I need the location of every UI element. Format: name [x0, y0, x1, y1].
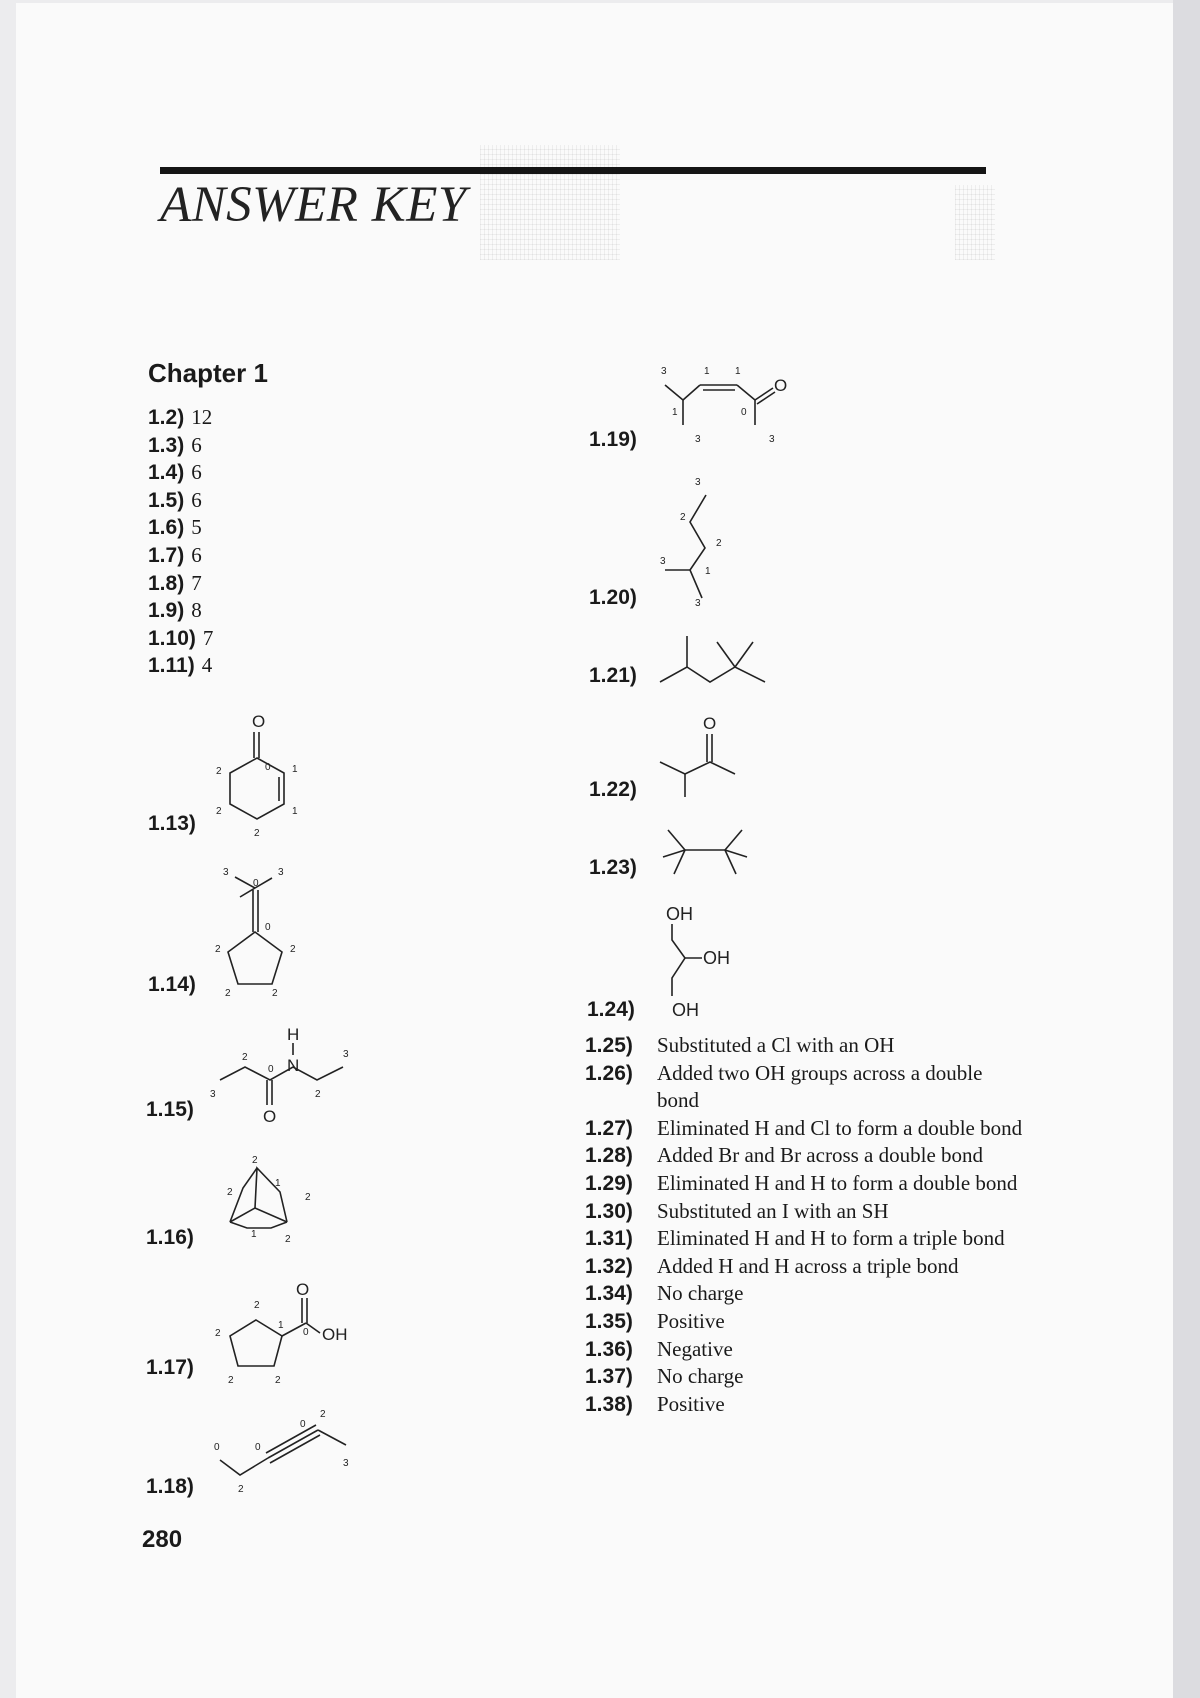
- svg-text:2: 2: [320, 1409, 326, 1420]
- answer-label: 1.9): [148, 599, 185, 623]
- svg-text:2: 2: [242, 1052, 248, 1063]
- answer-label: 1.25): [585, 1034, 633, 1057]
- answer-row: [585, 1363, 1025, 1391]
- svg-text:0: 0: [741, 407, 747, 418]
- svg-text:3: 3: [343, 1458, 349, 1469]
- structure-1-23: [660, 822, 760, 882]
- svg-text:2: 2: [254, 828, 260, 839]
- answer-value: 12: [191, 405, 213, 429]
- answer-row: [585, 1060, 1025, 1115]
- answer-label-1-23: 1.23): [589, 856, 637, 879]
- answer-row: [585, 1391, 1025, 1419]
- svg-text:1: 1: [251, 1229, 257, 1240]
- svg-text:2: 2: [290, 944, 296, 955]
- svg-text:3: 3: [695, 477, 701, 488]
- answer-label: 1.35): [585, 1309, 633, 1333]
- answer-text: Positive: [657, 1391, 725, 1416]
- answer-text: Added two OH groups across a double bond: [657, 1060, 983, 1113]
- svg-text:3: 3: [695, 434, 701, 445]
- answer-value: 6: [191, 542, 202, 567]
- answer-value: 4: [201, 653, 213, 678]
- answer-label-1-14: 1.14): [148, 973, 196, 996]
- answer-label-1-24: 1.24): [587, 998, 635, 1021]
- svg-text:2: 2: [272, 988, 278, 999]
- answer-label: 1.10): [148, 626, 196, 650]
- svg-text:0: 0: [265, 762, 271, 773]
- answer-row: [585, 1225, 1025, 1253]
- answer-label: 1.26): [585, 1061, 633, 1085]
- structure-1-21: [655, 630, 785, 690]
- answer-label-1-17: 1.17): [146, 1356, 194, 1379]
- svg-text:0: 0: [303, 1327, 309, 1338]
- svg-text:OH: OH: [322, 1325, 348, 1344]
- svg-text:O: O: [774, 376, 788, 395]
- answer-row: [585, 1115, 1025, 1143]
- answer-label: 1.36): [585, 1337, 633, 1361]
- svg-text:O: O: [252, 712, 266, 731]
- svg-text:2: 2: [215, 944, 221, 955]
- svg-text:3: 3: [210, 1089, 216, 1100]
- answer-row: [148, 432, 213, 460]
- svg-text:3: 3: [660, 556, 666, 567]
- answer-label-1-13: 1.13): [148, 812, 196, 835]
- svg-text:1: 1: [704, 366, 710, 377]
- answer-row: [148, 404, 213, 432]
- scan-noise: [480, 145, 620, 260]
- svg-text:2: 2: [252, 1155, 258, 1166]
- svg-text:2: 2: [228, 1375, 234, 1386]
- answer-row: [148, 570, 213, 598]
- svg-text:2: 2: [275, 1375, 281, 1386]
- answer-text: Eliminated H and H to form a double bond: [657, 1170, 1018, 1195]
- svg-text:3: 3: [695, 598, 701, 609]
- svg-text:1: 1: [278, 1320, 284, 1331]
- structure-1-24: [660, 900, 770, 1025]
- svg-text:O: O: [703, 714, 717, 733]
- answer-row: [585, 1336, 1025, 1364]
- svg-text:0: 0: [253, 878, 259, 889]
- answer-value: 8: [191, 598, 202, 623]
- svg-text:OH: OH: [666, 904, 693, 924]
- answer-label: 1.8): [148, 571, 185, 595]
- answer-label-1-18: 1.18): [146, 1475, 194, 1498]
- answer-label: 1.29): [585, 1171, 633, 1195]
- svg-text:2: 2: [305, 1192, 311, 1203]
- svg-text:3: 3: [278, 867, 284, 878]
- answer-row: [585, 1280, 1025, 1308]
- answer-value: 6: [191, 487, 202, 512]
- svg-text:1: 1: [292, 764, 298, 775]
- answer-row: [148, 514, 213, 542]
- svg-text:0: 0: [300, 1419, 306, 1430]
- svg-text:O: O: [263, 1107, 277, 1126]
- answer-label-1-15: 1.15): [146, 1098, 194, 1121]
- answer-row: [585, 1253, 1025, 1281]
- answer-label: 1.6): [148, 516, 185, 540]
- answer-label: 1.37): [585, 1365, 633, 1389]
- svg-text:2: 2: [227, 1187, 233, 1198]
- scan-noise: [955, 185, 995, 260]
- answer-text: Eliminated H and H to form a triple bond: [657, 1226, 1005, 1251]
- structure-1-16: [205, 1150, 325, 1255]
- svg-text:1: 1: [705, 566, 711, 577]
- page-number: 280: [142, 1526, 183, 1553]
- answer-text: Eliminated H and Cl to form a double bond: [657, 1115, 1023, 1140]
- svg-text:3: 3: [661, 366, 667, 377]
- svg-text:N: N: [287, 1056, 300, 1075]
- svg-text:1: 1: [275, 1178, 281, 1189]
- answer-row: [585, 1170, 1025, 1198]
- svg-text:0: 0: [265, 922, 271, 933]
- answer-value: 5: [191, 515, 202, 540]
- svg-text:2: 2: [216, 766, 222, 777]
- answer-row: [148, 487, 213, 515]
- answer-text: No charge: [657, 1364, 744, 1389]
- answer-label: 1.5): [148, 488, 185, 512]
- answer-row: [148, 459, 213, 487]
- answer-label: 1.31): [585, 1227, 633, 1251]
- svg-text:O: O: [296, 1280, 310, 1299]
- viewer-edge: [1173, 0, 1200, 1698]
- svg-text:0: 0: [214, 1442, 220, 1453]
- svg-text:2: 2: [238, 1484, 244, 1495]
- svg-text:2: 2: [216, 806, 222, 817]
- answer-label: 1.28): [585, 1144, 633, 1168]
- answer-text: Added Br and Br across a double bond: [657, 1143, 984, 1168]
- answer-row: [585, 1308, 1025, 1336]
- right-answer-list: [585, 1032, 1025, 1418]
- answer-label-1-16: 1.16): [146, 1226, 194, 1249]
- svg-text:0: 0: [255, 1442, 261, 1453]
- answer-label-1-19: 1.19): [589, 428, 637, 451]
- answer-value: 6: [191, 460, 202, 485]
- structure-1-17: [210, 1278, 370, 1388]
- answer-label: 1.4): [148, 461, 185, 485]
- answer-value: 7: [191, 570, 202, 595]
- svg-text:1: 1: [735, 366, 741, 377]
- structure-1-22: [655, 712, 765, 802]
- svg-text:3: 3: [769, 434, 775, 445]
- answer-label-1-20: 1.20): [589, 586, 637, 609]
- answer-row: [585, 1142, 1025, 1170]
- svg-text:3: 3: [343, 1049, 349, 1060]
- svg-text:1: 1: [292, 806, 298, 817]
- structure-1-14: [210, 860, 320, 1000]
- answer-label: 1.32): [585, 1254, 633, 1278]
- left-answer-list: [148, 404, 213, 680]
- svg-text:2: 2: [716, 538, 722, 549]
- svg-text:2: 2: [254, 1300, 260, 1311]
- answer-row: [148, 597, 213, 625]
- svg-text:1: 1: [672, 407, 678, 418]
- answer-text: Positive: [657, 1308, 725, 1333]
- answer-label: 1.34): [585, 1282, 633, 1306]
- answer-label: 1.2): [148, 406, 185, 429]
- answer-label-1-22: 1.22): [589, 778, 637, 801]
- answer-text: No charge: [657, 1281, 744, 1306]
- svg-text:OH: OH: [672, 1000, 699, 1020]
- answer-text: Negative: [657, 1336, 733, 1361]
- page-title: ANSWER KEY: [160, 177, 467, 233]
- answer-label-1-21: 1.21): [589, 664, 637, 687]
- structure-1-15: [205, 1025, 365, 1125]
- answer-text: Substituted an I with an SH: [657, 1198, 889, 1223]
- svg-text:3: 3: [223, 867, 229, 878]
- answer-value: 6: [191, 432, 202, 457]
- answer-label: 1.38): [585, 1392, 633, 1416]
- answer-row: [148, 652, 213, 680]
- svg-text:2: 2: [215, 1328, 221, 1339]
- svg-text:2: 2: [680, 512, 686, 523]
- answer-label: 1.7): [148, 543, 185, 567]
- answer-text: Added H and H across a triple bond: [657, 1253, 959, 1278]
- answer-row: [148, 542, 213, 570]
- answer-label: 1.3): [148, 433, 185, 457]
- svg-text:OH: OH: [703, 948, 730, 968]
- answer-row: [148, 625, 213, 653]
- svg-text:2: 2: [285, 1234, 291, 1245]
- svg-text:2: 2: [315, 1089, 321, 1100]
- answer-label: 1.30): [585, 1199, 633, 1223]
- svg-text:H: H: [287, 1025, 300, 1044]
- answer-label: 1.27): [585, 1116, 633, 1140]
- answer-text: Substituted a Cl with an OH: [657, 1033, 895, 1057]
- structure-1-13: [200, 710, 310, 840]
- svg-text:2: 2: [225, 988, 231, 999]
- structure-1-20: [650, 470, 740, 610]
- chapter-heading: Chapter 1: [148, 358, 268, 388]
- svg-text:0: 0: [268, 1064, 274, 1075]
- answer-value: 7: [202, 625, 214, 650]
- answer-row: [585, 1198, 1025, 1226]
- structure-1-18: [210, 1400, 360, 1500]
- structure-1-19: [655, 360, 805, 455]
- answer-label: 1.11): [148, 654, 195, 678]
- answer-row: [585, 1032, 1025, 1060]
